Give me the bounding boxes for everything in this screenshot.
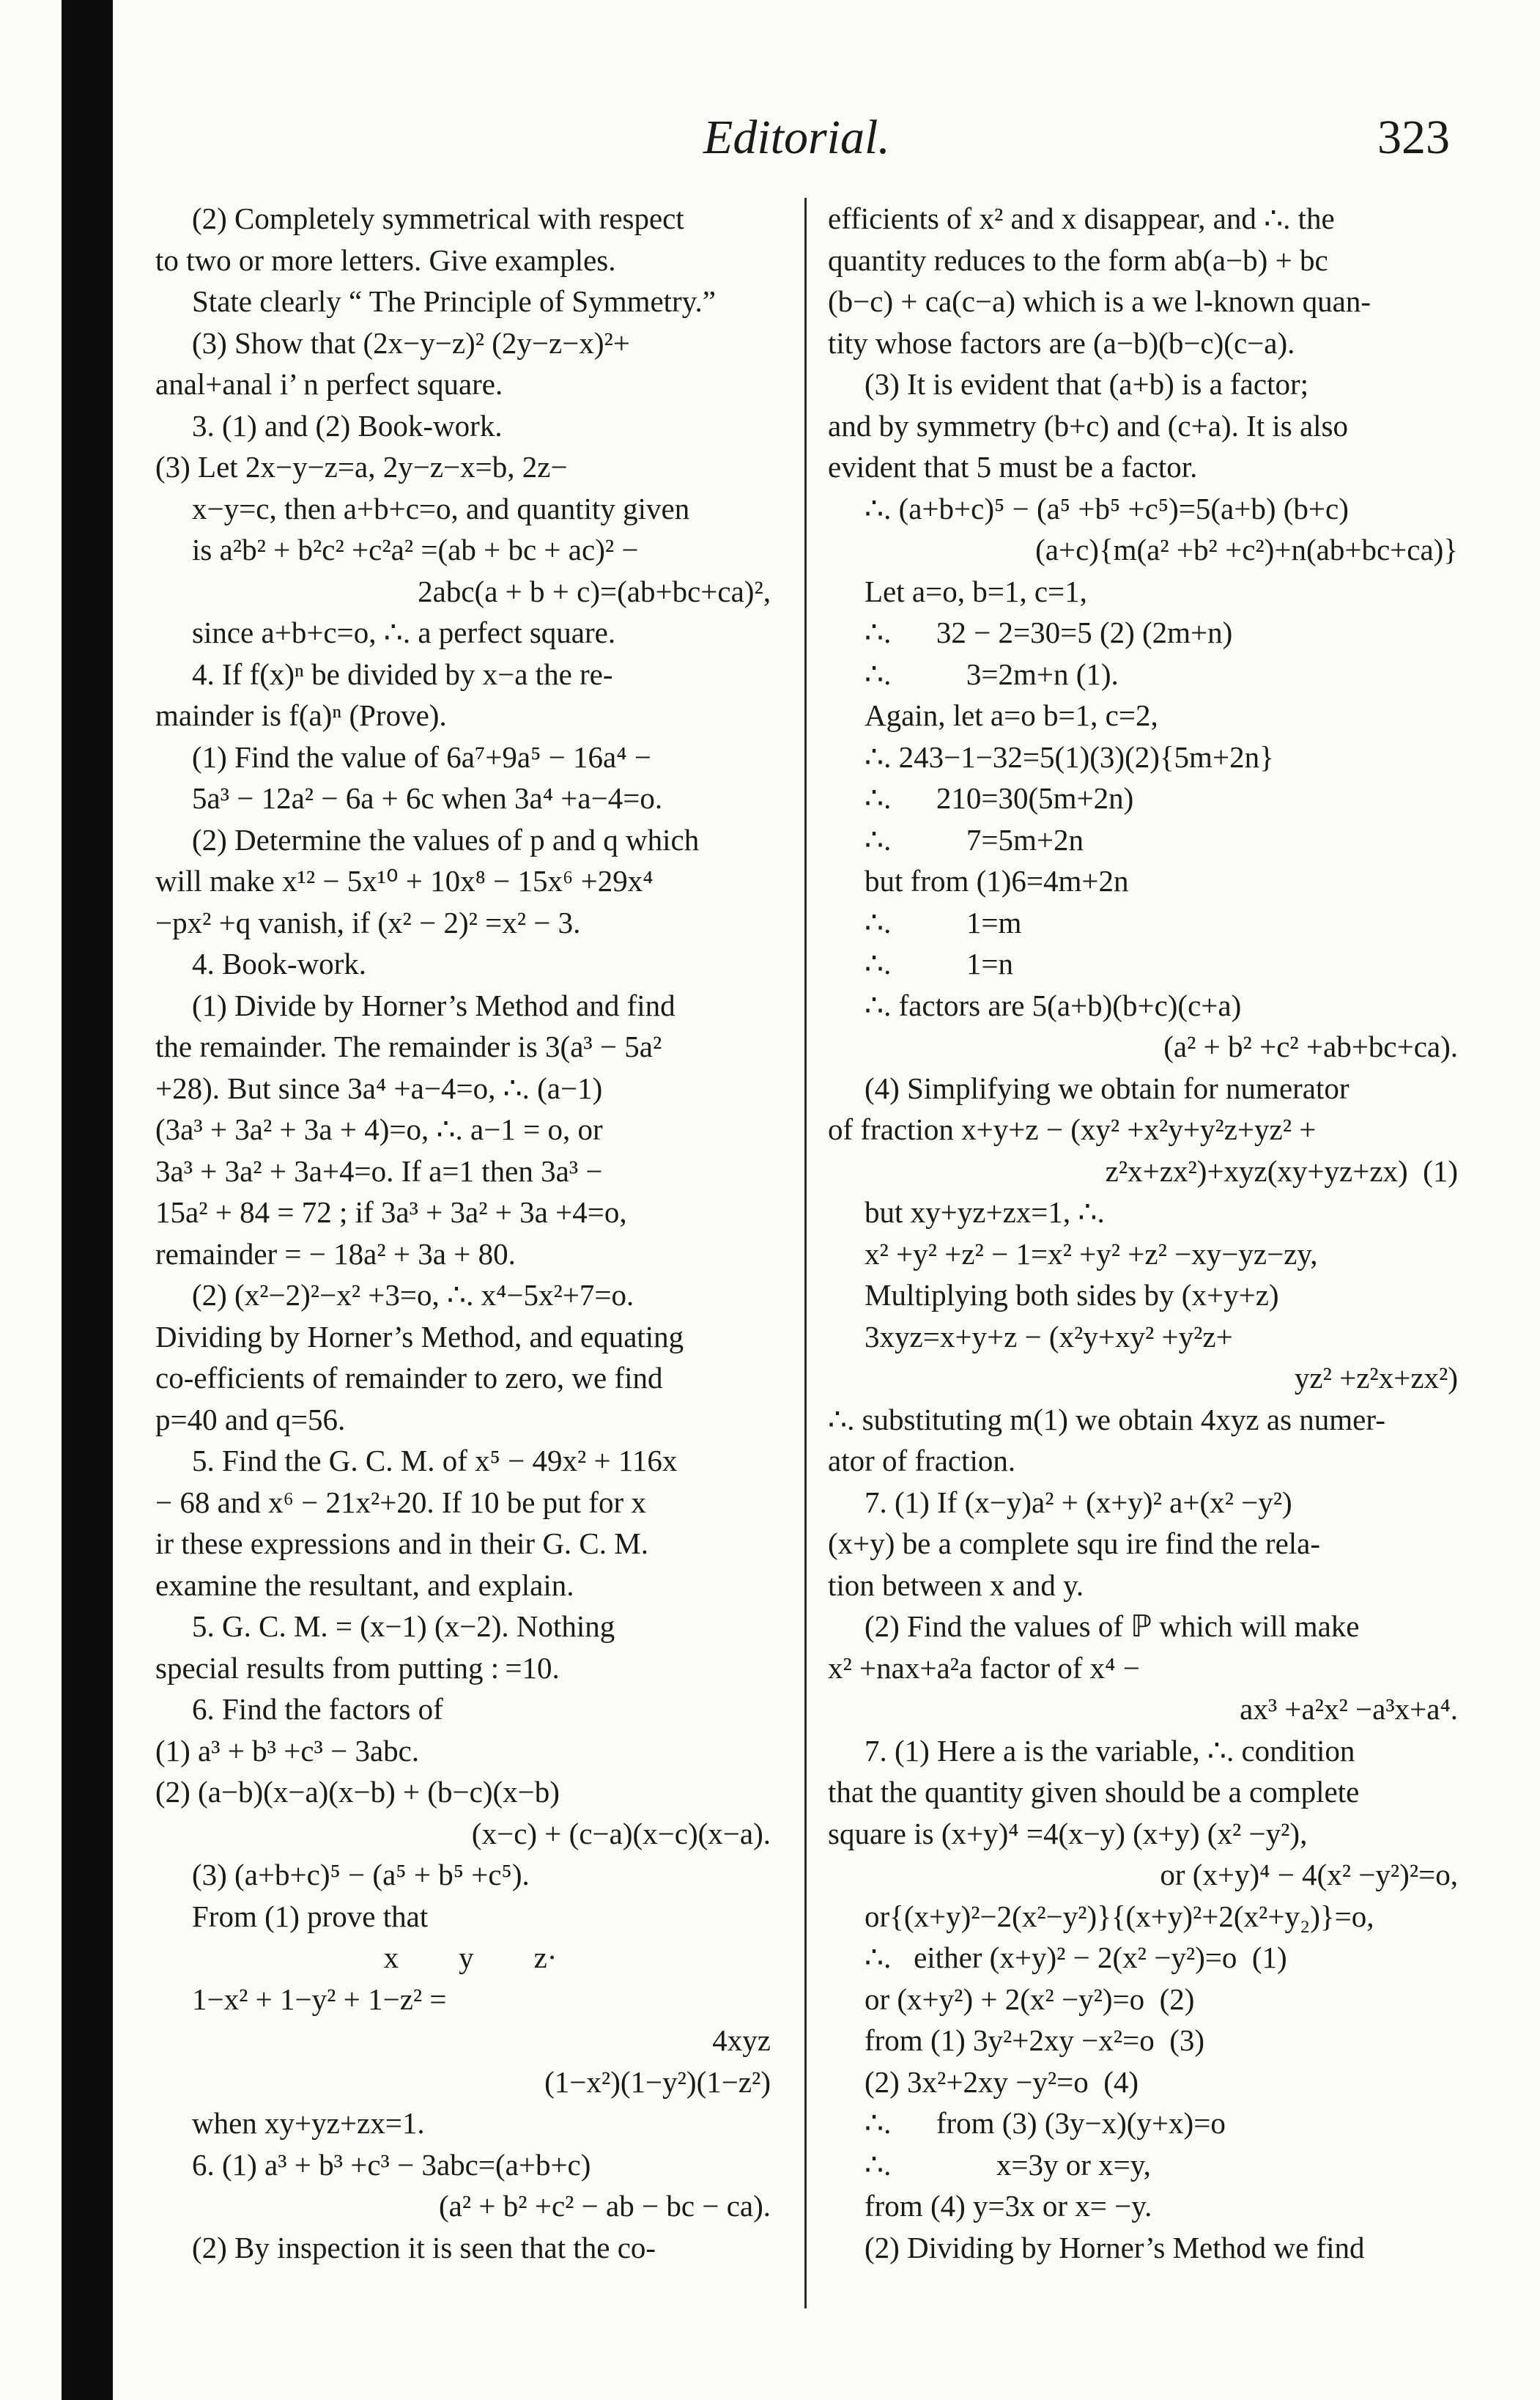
text-line: the remainder. The remainder is 3(a³ − 5a²	[155, 1030, 662, 1063]
text-line: ∴. 1=m	[865, 905, 1022, 939]
text-line: 3xyz=x+y+z − (x²y+xy² +y²z+	[865, 1319, 1233, 1354]
text-line: 1−x² + 1−y² + 1−z² =	[192, 1982, 447, 2016]
text-line: (b−c) + ca(c−a) which is a we l-known quan-	[828, 284, 1371, 318]
text-line: (2) Completely symmetrical with respect	[192, 202, 684, 235]
text-line: (3) Let 2x−y−z=a, 2y−z−x=b, 2z−	[155, 450, 568, 484]
text-line: square is (x+y)⁴ =4(x−y) (x+y) (x² −y²),	[828, 1816, 1308, 1850]
text-line: co-efficients of remainder to zero, we find	[155, 1361, 663, 1395]
text-line: (a² + b² +c² +ab+bc+ca).	[1163, 1030, 1458, 1063]
text-line: From (1) prove that	[192, 1899, 429, 1933]
text-line: x² +y² +z² − 1=x² +y² +z² −xy−yz−zy,	[865, 1236, 1318, 1271]
text-line: yz² +z²x+zx²)	[1294, 1361, 1458, 1395]
text-line: ∴. x=3y or x=y,	[865, 2147, 1151, 2182]
text-line: (2) Find the values of ℙ which will make	[865, 1609, 1360, 1643]
running-header-title: Editorial.	[703, 111, 890, 164]
left-text-column	[155, 198, 785, 2268]
text-line: 5a³ − 12a² − 6a + 6c when 3a⁴ +a−4=o.	[192, 781, 663, 815]
text-line: of fraction x+y+z − (xy² +x²y+y²z+yz² +	[828, 1112, 1317, 1146]
text-line: but from (1)6=4m+2n	[865, 864, 1129, 898]
text-line: 4. If f(x)ⁿ be divided by x−a the re-	[192, 657, 613, 691]
page-number: 323	[1377, 111, 1450, 164]
text-line: 6. Find the factors of	[192, 1692, 443, 1726]
text-line: ∴. 3=2m+n (1).	[865, 657, 1119, 691]
text-line: Let a=o, b=1, c=1,	[865, 574, 1087, 608]
text-line: but xy+yz+zx=1, ∴.	[865, 1195, 1105, 1229]
text-line: (2) By inspection it is seen that the co-	[192, 2230, 656, 2264]
book-spine-shadow	[62, 0, 113, 2400]
text-line: (a² + b² +c² − ab − bc − ca).	[439, 2189, 771, 2223]
text-line: 2abc(a + b + c)=(ab+bc+ca)²,	[418, 574, 771, 608]
text-line: Again, let a=o b=1, c=2,	[865, 698, 1158, 732]
text-line: ∴. 210=30(5m+2n)	[865, 781, 1134, 815]
text-line: since a+b+c=o, ∴. a perfect square.	[192, 616, 616, 649]
text-line: to two or more letters. Give examples.	[155, 243, 616, 277]
text-line: (a+c){m(a² +b² +c²)+n(ab+bc+ca)}	[1035, 533, 1458, 566]
text-line: ax³ +a²x² −a³x+a⁴.	[1240, 1692, 1458, 1726]
text-line: 15a² + 84 = 72 ; if 3a³ + 3a² + 3a +4=o,	[155, 1195, 627, 1229]
text-line: ator of fraction.	[828, 1444, 1016, 1477]
text-line: (1) Find the value of 6a⁷+9a⁵ − 16a⁴ −	[192, 739, 651, 774]
text-line: (x−c) + (c−a)(x−c)(x−a).	[471, 1816, 771, 1850]
text-line: quantity reduces to the form ab(a−b) + bc	[828, 243, 1328, 277]
text-line: 7. (1) If (x−y)a² + (x+y)² a+(x² −y²)	[865, 1485, 1292, 1519]
text-line: 5. G. C. M. = (x−1) (x−2). Nothing	[192, 1609, 615, 1643]
text-line: (3) It is evident that (a+b) is a factor;	[865, 367, 1309, 401]
text-line: Multiplying both sides by (x+y+z)	[865, 1278, 1279, 1312]
text-line: tity whose factors are (a−b)(b−c)(c−a).	[828, 325, 1295, 360]
text-line: (3) (a+b+c)⁵ − (a⁵ + b⁵ +c⁵).	[192, 1858, 530, 1891]
text-line: p=40 and q=56.	[155, 1402, 346, 1436]
column-divider	[804, 198, 807, 2308]
text-line: ir these expressions and in their G. C. M.	[155, 1526, 648, 1560]
text-line: 4. Book-work.	[192, 947, 367, 981]
text-line: 3. (1) and (2) Book-work.	[192, 408, 503, 443]
text-line: or (x+y²) + 2(x² −y²)=o (2)	[865, 1982, 1195, 2016]
text-line: anal+anal i’ n perfect square.	[155, 367, 503, 401]
text-line: evident that 5 must be a factor.	[828, 450, 1198, 484]
text-line: special results from putting : =10.	[155, 1650, 560, 1685]
text-line: 5. Find the G. C. M. of x⁵ − 49x² + 116x	[192, 1444, 678, 1477]
text-line: (2) Dividing by Horner’s Method we find	[865, 2230, 1365, 2264]
text-line: 7. (1) Here a is the variable, ∴. condition	[865, 1733, 1355, 1768]
text-line: from (1) 3y²+2xy −x²=o (3)	[865, 2023, 1205, 2057]
text-line: (2) (x²−2)²−x² +3=o, ∴. x⁴−5x²+7=o.	[192, 1278, 634, 1312]
text-line: (3) Show that (2x−y−z)² (2y−z−x)²+	[192, 325, 630, 360]
text-line: will make x¹² − 5x¹⁰ + 10x⁸ − 15x⁶ +29x⁴	[155, 864, 654, 898]
text-line: ∴. 1=n	[865, 947, 1013, 981]
text-line: examine the resultant, and explain.	[155, 1568, 574, 1602]
text-line: +28). But since 3a⁴ +a−4=o, ∴. (a−1)	[155, 1071, 603, 1105]
text-line: x y z·	[383, 1941, 558, 1974]
text-line: 4xyz	[712, 2023, 771, 2057]
text-line: (1) Divide by Horner’s Method and find	[192, 988, 675, 1022]
text-line: (2) (a−b)(x−a)(x−b) + (b−c)(x−b)	[155, 1775, 560, 1809]
text-line: Dividing by Horner’s Method, and equating	[155, 1319, 684, 1354]
right-text-column	[828, 198, 1473, 2268]
text-line: 3a³ + 3a² + 3a+4=o. If a=1 then 3a³ −	[155, 1153, 603, 1188]
text-line: (1) a³ + b³ +c³ − 3abc.	[155, 1733, 420, 1768]
text-line: (1−x²)(1−y²)(1−z²)	[544, 2064, 771, 2099]
text-line: ∴. 243−1−32=5(1)(3)(2){5m+2n}	[865, 739, 1274, 774]
text-line: when xy+yz+zx=1.	[192, 2106, 425, 2140]
text-line: −px² +q vanish, if (x² − 2)² =x² − 3.	[155, 905, 581, 939]
text-line: − 68 and x⁶ − 21x²+20. If 10 be put for x	[155, 1485, 646, 1519]
text-line: is a²b² + b²c² +c²a² =(ab + bc + ac)² −	[192, 533, 639, 566]
text-line: 6. (1) a³ + b³ +c³ − 3abc=(a+b+c)	[192, 2147, 591, 2182]
text-line: mainder is f(a)ⁿ (Prove).	[155, 698, 447, 732]
text-line: ∴. factors are 5(a+b)(b+c)(c+a)	[865, 988, 1242, 1022]
text-line: z²x+zx²)+xyz(xy+yz+zx) (1)	[1105, 1153, 1458, 1188]
text-line: (2) 3x²+2xy −y²=o (4)	[865, 2064, 1139, 2099]
text-line: ∴. 32 − 2=30=5 (2) (2m+n)	[865, 616, 1233, 649]
text-line: State clearly “ The Principle of Symmetry.”	[192, 284, 716, 318]
text-line: x−y=c, then a+b+c=o, and quantity given	[192, 491, 690, 525]
text-line: or{(x+y)²−2(x²−y²)}{(x+y)²+2(x²+y₂)}=o,	[865, 1899, 1374, 1933]
text-line: (4) Simplifying we obtain for numerator	[865, 1071, 1350, 1105]
text-line: ∴. either (x+y)² − 2(x² −y²)=o (1)	[865, 1941, 1287, 1974]
text-line: that the quantity given should be a complete	[828, 1775, 1360, 1809]
text-line: ∴. substituting m(1) we obtain 4xyz as numer-	[828, 1402, 1385, 1436]
text-line: efficients of x² and x disappear, and ∴. the	[828, 202, 1335, 235]
text-line: (3a³ + 3a² + 3a + 4)=o, ∴. a−1 = o, or	[155, 1112, 603, 1146]
text-line: tion between x and y.	[828, 1568, 1084, 1602]
text-line: ∴. 7=5m+2n	[865, 822, 1084, 857]
text-line: (2) Determine the values of p and q which	[192, 822, 700, 857]
text-line: (x+y) be a complete squ ire find the rela-	[828, 1526, 1321, 1560]
text-line: ∴. from (3) (3y−x)(y+x)=o	[865, 2106, 1226, 2140]
text-line: remainder = − 18a² + 3a + 80.	[155, 1236, 516, 1271]
text-line: ∴. (a+b+c)⁵ − (a⁵ +b⁵ +c⁵)=5(a+b) (b+c)	[865, 491, 1349, 525]
text-line: from (4) y=3x or x= −y.	[865, 2189, 1152, 2223]
text-line: or (x+y)⁴ − 4(x² −y²)²=o,	[1160, 1858, 1458, 1891]
text-line: and by symmetry (b+c) and (c+a). It is also	[828, 408, 1349, 443]
text-line: x² +nax+a²a factor of x⁴ −	[828, 1650, 1140, 1685]
